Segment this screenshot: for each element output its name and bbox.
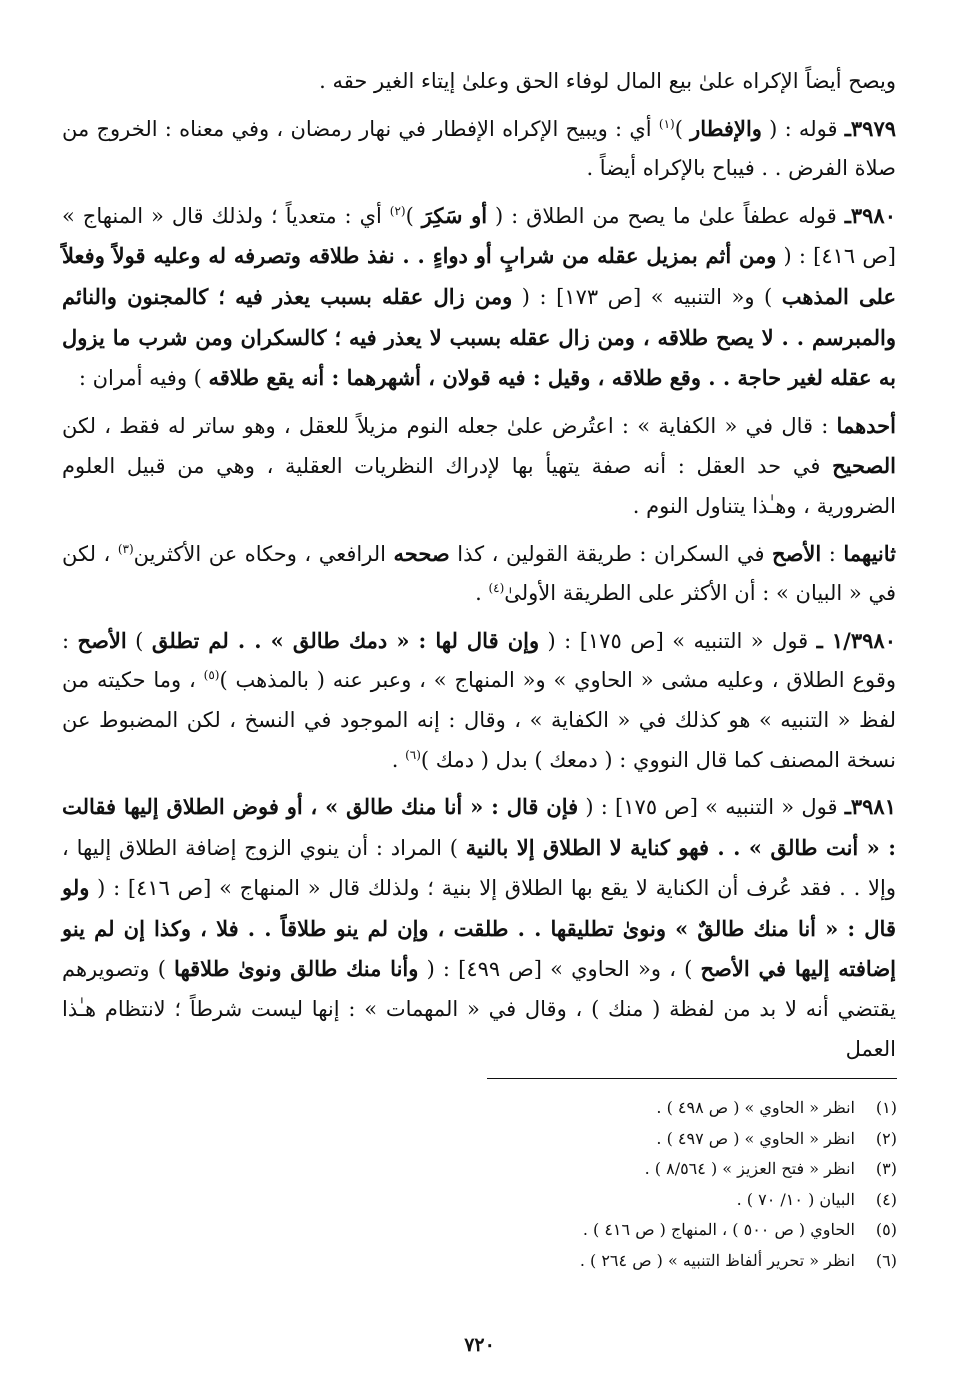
bold-text: ٣٩٧٩ـ (844, 115, 897, 141)
text-run: : (821, 541, 844, 566)
bold-text: فإن قال : « أنا منك طالق » ، أو فوض الطلاق إليها فقالت : « أنت طالق » . . فهو كناية لا الطلاق إلا بالنية (62, 794, 896, 860)
bold-text: وإن قال لها : « دمك طالق » . . لم تطلق (151, 627, 540, 653)
bold-text: أحدهما (836, 412, 896, 438)
footnote-text: البيان ( ١٠/ ٧٠ ) . (736, 1189, 855, 1209)
footnote-text: الحاوي ( ص ٥٠٠ ) ، المنهاج ( ص ٤١٦ ) . (582, 1220, 855, 1239)
text-run: في السكران : طريقة القولين ، كذا (449, 541, 773, 566)
text-run: . (475, 581, 489, 606)
footnote-number: (٢) (875, 1128, 897, 1148)
footnote-number: (٣) (875, 1159, 897, 1178)
footnote (300, 1154, 897, 1185)
footnote (300, 1215, 897, 1246)
bold-text: الأصح (772, 540, 822, 566)
footnote-number: (١) (875, 1098, 897, 1117)
footnote-text: انظر « فتح العزيز » ( ٨/٥٦٤ ) . (644, 1159, 855, 1178)
paragraph (62, 109, 896, 189)
footnote-number: (٦) (875, 1250, 897, 1270)
paragraph (62, 406, 896, 527)
footnote (300, 1093, 897, 1124)
text-run: قوله عطفاً علىٰ ما يصح من الطلاق : ( (487, 203, 845, 228)
bold-text: أو سَكِرَ (421, 202, 488, 228)
bold-text: الصحيح (832, 453, 896, 479)
paragraph (62, 534, 896, 614)
paragraph (62, 621, 896, 780)
bold-text: ٣٩٨١ـ (844, 794, 896, 820)
bold-text: ومن زال عقله بسبب يعذر فيه ؛ كالمجنون والنائم والمبرسم . . لا يصح طلاقه ، ومن زال عقله بسبب لا يعذر فيه ؛ كالسكران ومن شرب ما يزول به عقله لغير حاجة . . وقع طلاقه ، وقيل : فيه قولان ، أشهرهما : أنه يقع طلاقه (62, 283, 896, 391)
bold-text: صححه (393, 540, 450, 566)
footnote-marker: (١) (658, 116, 675, 131)
footnote-separator (487, 1078, 897, 1079)
paragraph (62, 196, 896, 399)
text-run: : وقوع الطلاق ، وعليه مشى « الحاوي » و« المنهاج » ، وعبر عنه ( بالمذهب ) (62, 628, 896, 693)
footnote-text: انظر « تحرير ألفاظ التنبيه » ( ص ٢٦٤ ) . (579, 1250, 855, 1270)
text-run: ويصح أيضاً الإكراه علىٰ بيع المال لوفاء الحق وعلىٰ إيتاء الغير حقه . (319, 69, 896, 93)
text-run: ، وما حكيته من لفظ « التنبيه » هو كذلك في « الكفاية » ، وقال : إنه الموجود في النسخ ، لكن المضبوط عن نسخة المصنف كما قال النووي : ( دمعك ) بدل ( دمك ) (62, 668, 896, 772)
footnote-number: (٥) (875, 1220, 897, 1239)
text-run: الرافعي ، وحكاه عن الأكثرين (133, 541, 394, 566)
text-run: قول « التنبيه » [ص ١٧٥] : ( (539, 628, 817, 653)
page-number: ٧٢٠ (464, 1334, 495, 1356)
footnotes (300, 1093, 897, 1276)
footnote-marker: (٤) (488, 581, 505, 596)
footnote (300, 1185, 897, 1216)
paragraph (62, 787, 896, 1069)
text-run: ) وفيه أمران : (78, 366, 209, 391)
footnote-marker: (٢) (389, 203, 406, 218)
bold-text: ومن أثم بمزيل عقله من شرابٍ أو دواءٍ . . نفذ طلاقه وتصرفه له وعليه قولاً وفعلاً على المذهب (62, 243, 896, 309)
text-run: قوله : ( (761, 116, 845, 141)
paragraph (62, 62, 896, 102)
text-run: ) (405, 203, 422, 228)
text-run: : قال في « الكفاية » : اعتُرض علىٰ جعله النوم مزيلاً للعقل ، وهو ساتر له فقط ، لكن (62, 413, 837, 438)
bold-text: والإفطار (690, 115, 762, 141)
bold-text: ١/٣٩٨٠ ـ (816, 627, 896, 653)
footnote-marker: (٦) (405, 747, 421, 762)
text-run: ) (674, 116, 691, 141)
text-run: ) (126, 628, 152, 653)
text-run: . (391, 747, 406, 772)
footnote-marker: (٣) (117, 541, 134, 556)
footnote (300, 1124, 897, 1155)
footnote-number: (٤) (875, 1189, 897, 1209)
footnote-text: انظر « الحاوي » ( ص ٤٩٧ ) . (656, 1128, 855, 1148)
text-run: أي : ويبيح الإكراه الإفطار في نهار رمضان ، وفي معناه : الخروج من صلاة الفرض . . فيباح بالإكراه أيضاً . (62, 116, 896, 181)
text-run: ) و« التنبيه » [ص ١٧٣] : ( (512, 284, 782, 309)
text-run: ، لكن في « البيان » : أن الأكثر على الطريقة الأولىٰ (62, 541, 896, 606)
footnote-text: انظر « الحاوي » ( ص ٤٩٨ ) . (656, 1098, 855, 1117)
text-run: أي : متعدياً ؛ ولذلك قال « المنهاج » [ص ٤١٦] : ( (62, 203, 896, 269)
bold-text: وأنا منك طالق ونوىٰ طلاقها (174, 956, 419, 982)
footnote-marker: (٥) (203, 668, 220, 683)
bold-text: ثانيهما (843, 540, 896, 566)
bold-text: ولو قال : « أنا منك طالقٌ » ونوىٰ تطليقها . . طلقت ، وإن لم ينو طلاقاً . . فلا ، وكذا إن لم ينو إضافته إليها في الأصح (62, 875, 896, 982)
text-run: ) وتصويرهم يقتضي أنه لا بد من لفظة ( منك ) ، وقال في « المهمات » : إنها ليست شرطاً ؛ لانتظام هـٰذا العمل (62, 957, 896, 1061)
text-run: قول « التنبيه » [ص ١٧٥] : ( (578, 795, 845, 820)
main-text (62, 62, 896, 1076)
footnote (300, 1246, 897, 1277)
text-run: في حد العقل : أنه صفة يتهيأ بها لإدراك النظريات العقلية ، وهي من قبيل العلوم الضرورية ، وهـٰذا يتناول النوم . (62, 454, 896, 518)
bold-text: الأصح (77, 627, 127, 653)
bold-text: ٣٩٨٠ـ (844, 202, 896, 228)
text-run: ) ، و« الحاوي » [ص ٤٩٩] : ( (418, 957, 701, 982)
text-run: ) المراد : أن ينوي الزوج إضافة الطلاق إليها ، وإلا . . فقد عُرف أن الكناية لا يقع بها الطلاق إلا بنية ؛ ولذلك قال « المنهاج » [ص ٤١٦] : ( (62, 835, 896, 901)
